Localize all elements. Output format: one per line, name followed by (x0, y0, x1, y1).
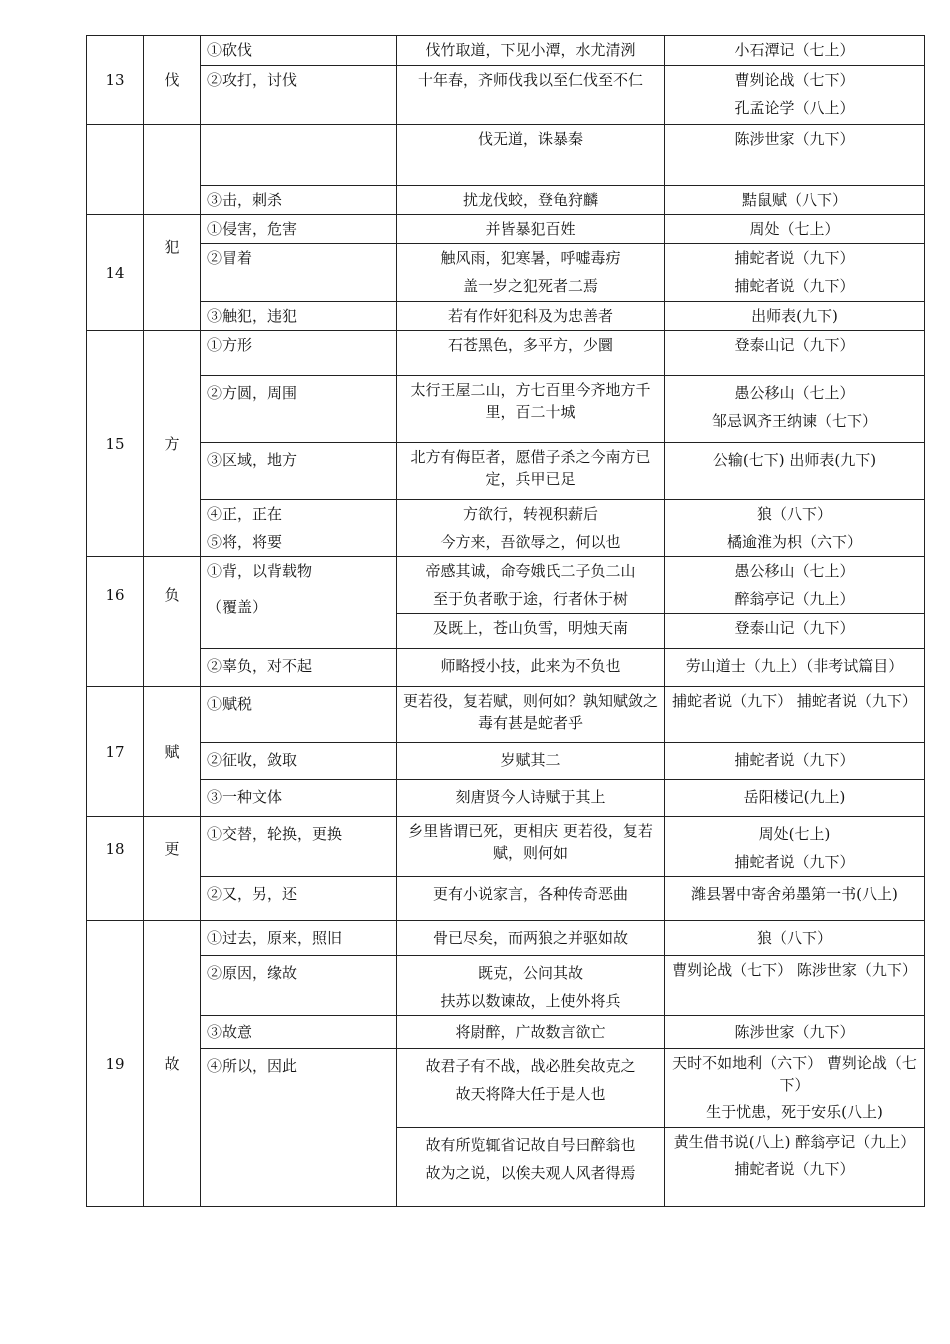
source-text: 捕蛇者说（九下） 捕蛇者说（九下） (672, 692, 917, 710)
meaning-text: ③区域，地方 (207, 451, 298, 469)
meaning-cell (201, 244, 397, 302)
example-text: 将尉醉，广故数言欲亡 (455, 1023, 606, 1041)
meaning-cell (201, 956, 397, 1016)
classical-chinese-vocabulary-table (86, 35, 925, 1207)
source-text: 登泰山记（九下） (734, 336, 855, 354)
row-number: 15 (87, 331, 144, 557)
source-text: 出师表(九下) (751, 307, 838, 325)
source-text: 陈涉世家（九下） (734, 1023, 855, 1041)
table-row (87, 244, 925, 302)
example-cell (397, 956, 665, 1016)
source-text: 天时不如地利（六下） 曹刿论战（七下） (672, 1054, 917, 1094)
meaning-cell (201, 443, 397, 500)
source-cell (665, 331, 925, 376)
table-row (87, 877, 925, 921)
meaning-cell (201, 780, 397, 817)
source-cell (665, 557, 925, 614)
example-cell (397, 302, 665, 331)
source-text: 公输(七下) 出师表(九下) (712, 451, 877, 469)
table-row (87, 743, 925, 780)
example-text: 触风雨，犯寒暑，呼嘘毒疠 (440, 249, 621, 267)
meaning-text: ⑤将，将要 (207, 533, 283, 551)
example-text: 故有所览辄省记故自号曰醉翁也 (425, 1136, 636, 1154)
source-text: 黄生借书说(八上) 醉翁亭记（九上） (673, 1133, 916, 1151)
meaning-text: ③故意 (207, 1023, 253, 1041)
example-cell (397, 215, 665, 244)
meaning-cell (201, 186, 397, 215)
source-text: 醉翁亭记（九上） (734, 590, 855, 608)
source-cell (665, 921, 925, 956)
source-text: 捕蛇者说（九下） (734, 751, 855, 769)
example-cell (397, 557, 665, 614)
table-row (87, 215, 925, 244)
source-text: 潍县署中寄舍弟墨第一书(八上) (691, 885, 898, 903)
table-row (87, 302, 925, 331)
example-cell (397, 743, 665, 780)
source-text: 曹刿论战（七下） (734, 71, 855, 89)
meaning-text: ②冒着 (207, 249, 253, 267)
source-text: 狼（八下） (756, 929, 832, 947)
meaning-cell (201, 817, 397, 877)
table-row (87, 649, 925, 687)
example-text: 十年春，齐师伐我以至仁伐至不仁 (417, 71, 643, 89)
row-character (144, 125, 201, 215)
example-text: 帝感其诚，命夸娥氏二子负二山 (425, 562, 636, 580)
source-cell (665, 1128, 925, 1207)
meaning-cell (201, 302, 397, 331)
table-row (87, 186, 925, 215)
meaning-cell (201, 66, 397, 125)
source-cell (665, 614, 925, 649)
example-text: 更有小说家言，各种传奇恶曲 (432, 885, 628, 903)
meaning-text: ③一种文体 (207, 788, 283, 806)
source-text: 登泰山记（九下） (734, 619, 855, 637)
vocabulary-table-page (86, 35, 924, 1207)
source-text: 周处（七上） (749, 220, 840, 238)
source-cell (665, 1049, 925, 1128)
example-cell (397, 921, 665, 956)
meaning-text: ①侵害，危害 (207, 220, 298, 238)
source-text: 岳阳楼记(九上) (743, 788, 846, 806)
source-cell (665, 302, 925, 331)
meaning-cell (201, 125, 397, 186)
source-text: 捕蛇者说（九下） (734, 1160, 855, 1178)
source-text: 捕蛇者说（九下） (734, 249, 855, 267)
row-number: 17 (87, 687, 144, 817)
table-row (87, 331, 925, 376)
example-cell (397, 66, 665, 125)
meaning-text: ①赋税 (207, 695, 253, 713)
example-cell (397, 614, 665, 649)
example-cell (397, 1049, 665, 1128)
meaning-cell (201, 1049, 397, 1207)
table-row (87, 817, 925, 877)
meaning-cell (201, 36, 397, 66)
source-cell (665, 817, 925, 877)
source-cell (665, 1016, 925, 1049)
meaning-text: ①背，以背载物 (207, 562, 313, 580)
example-text: 北方有侮臣者，愿借子杀之今南方已定，兵甲已足 (410, 448, 651, 488)
source-cell (665, 186, 925, 215)
example-cell (397, 780, 665, 817)
meaning-cell (201, 921, 397, 956)
source-text: 愚公移山（七上） (734, 562, 855, 580)
source-cell (665, 743, 925, 780)
source-cell (665, 36, 925, 66)
meaning-cell (201, 687, 397, 743)
source-cell (665, 125, 925, 186)
example-text: 至于负者歌于途，行者休于树 (432, 590, 628, 608)
example-cell (397, 244, 665, 302)
source-text: 愚公移山（七上） (734, 384, 855, 402)
source-cell (665, 66, 925, 125)
source-text: 橘逾淮为枳（六下） (726, 533, 862, 551)
table-row (87, 376, 925, 443)
meaning-text: ④所以，因此 (207, 1057, 298, 1075)
table-row (87, 36, 925, 66)
example-cell (397, 1128, 665, 1207)
example-text: 方欲行，转视积薪后 (462, 505, 598, 523)
meaning-cell (201, 376, 397, 443)
meaning-cell (201, 215, 397, 244)
table-row (87, 1049, 925, 1128)
example-cell (397, 877, 665, 921)
row-character: 方 (144, 331, 201, 557)
example-text: 石苍黑色，多平方，少圜 (447, 336, 613, 354)
meaning-text: ①交替，轮换，更换 (207, 825, 343, 843)
source-cell (665, 443, 925, 500)
example-cell (397, 331, 665, 376)
example-cell (397, 687, 665, 743)
example-text: 岁赋其二 (500, 751, 561, 769)
example-cell (397, 1016, 665, 1049)
example-text: 故天将降大任于是人也 (455, 1085, 606, 1103)
source-text: 曹刿论战（七下） 陈涉世家（九下） (672, 961, 917, 979)
meaning-text: ①砍伐 (207, 41, 253, 59)
source-text: 周处(七上) (758, 825, 831, 843)
example-text: 伐无道，诛暴秦 (477, 130, 583, 148)
table-row (87, 1016, 925, 1049)
table-row (87, 687, 925, 743)
example-text: 若有作奸犯科及为忠善者 (447, 307, 613, 325)
table-row (87, 956, 925, 1016)
table-row (87, 125, 925, 186)
example-text: 并皆暴犯百姓 (485, 220, 576, 238)
example-text: 刻唐贤今人诗赋于其上 (455, 788, 606, 806)
row-number: 16 (87, 557, 144, 687)
row-number (87, 125, 144, 215)
meaning-cell (201, 557, 397, 649)
source-cell (665, 215, 925, 244)
example-cell (397, 817, 665, 877)
example-cell (397, 443, 665, 500)
table-row (87, 780, 925, 817)
table-row (87, 500, 925, 557)
source-cell (665, 244, 925, 302)
source-cell (665, 956, 925, 1016)
meaning-text: ①过去，原来，照旧 (207, 929, 343, 947)
source-cell (665, 376, 925, 443)
row-character: 伐 (144, 36, 201, 125)
example-text: 更若役，复若赋，则何如？孰知赋敛之毒有甚是蛇者乎 (402, 692, 658, 732)
source-text: 狼（八下） (756, 505, 832, 523)
meaning-text: ②又，另，还 (207, 885, 298, 903)
example-text: 乡里皆谓已死，更相庆 更若役，复若赋，则何如 (408, 822, 653, 862)
meaning-cell (201, 743, 397, 780)
row-character: 犯 (144, 215, 201, 331)
source-cell (665, 649, 925, 687)
example-text: 伐竹取道，下见小潭，水尤清洌 (425, 41, 636, 59)
source-cell (665, 877, 925, 921)
source-cell (665, 780, 925, 817)
meaning-text: ②征收，敛取 (207, 751, 298, 769)
source-text: 捕蛇者说（九下） (734, 853, 855, 871)
source-text: 陈涉世家（九下） (734, 130, 855, 148)
example-text: 今方来，吾欲辱之，何以也 (440, 533, 621, 551)
example-text: 骨已尽矣，而两狼之并驱如故 (432, 929, 628, 947)
example-text: 盖一岁之犯死者二焉 (462, 277, 598, 295)
source-text: 捕蛇者说（九下） (734, 277, 855, 295)
example-text: 及既上，苍山负雪，明烛天南 (432, 619, 628, 637)
meaning-text: ②攻打，讨伐 (207, 71, 298, 89)
example-text: 扰龙伐蛟，登龟狩麟 (462, 191, 598, 209)
row-number: 19 (87, 921, 144, 1207)
meaning-text: ②原因，缘故 (207, 964, 298, 982)
source-text: 劳山道士（九上）（非考试篇目） (685, 657, 904, 675)
source-text: 邹忌讽齐王纳谏（七下） (711, 412, 877, 430)
source-text: 孔孟论学（八上） (734, 99, 855, 117)
source-cell (665, 687, 925, 743)
example-text: 既克，公问其故 (477, 964, 583, 982)
example-cell (397, 186, 665, 215)
meaning-text: ②方圆，周围 (207, 384, 298, 402)
row-number: 18 (87, 817, 144, 921)
meaning-cell (201, 1016, 397, 1049)
row-character: 负 (144, 557, 201, 687)
source-cell (665, 500, 925, 557)
source-text: 生于忧患，死于安乐(八上) (706, 1103, 883, 1121)
table-row (87, 921, 925, 956)
example-cell (397, 36, 665, 66)
meaning-text: ①方形 (207, 336, 253, 354)
example-text: 师略授小技，此来为不负也 (440, 657, 621, 675)
example-text: 扶苏以数谏故，上使外将兵 (440, 992, 621, 1010)
meaning-text: ④正，正在 (207, 505, 283, 523)
source-text: 小石潭记（七上） (734, 41, 855, 59)
table-row (87, 557, 925, 614)
meaning-cell (201, 331, 397, 376)
row-character: 更 (144, 817, 201, 921)
source-text: 黠鼠赋（八下） (741, 191, 847, 209)
meaning-text: （覆盖） (207, 598, 268, 616)
example-text: 故为之说，以俟夫观人风者得焉 (425, 1164, 636, 1182)
meaning-text: ②辜负，对不起 (207, 657, 313, 675)
meaning-text: ③触犯，违犯 (207, 307, 298, 325)
example-cell (397, 500, 665, 557)
table-row (87, 443, 925, 500)
example-cell (397, 125, 665, 186)
example-cell (397, 376, 665, 443)
meaning-cell (201, 500, 397, 557)
row-character: 故 (144, 921, 201, 1207)
table-row (87, 66, 925, 125)
meaning-cell (201, 877, 397, 921)
meaning-text: ③击，刺杀 (207, 191, 283, 209)
example-text: 太行王屋二山，方七百里今齐地方千里，百二十城 (410, 381, 651, 421)
example-cell (397, 649, 665, 687)
row-number: 14 (87, 215, 144, 331)
row-character: 赋 (144, 687, 201, 817)
meaning-cell (201, 649, 397, 687)
row-number: 13 (87, 36, 144, 125)
example-text: 故君子有不战，战必胜矣故克之 (425, 1057, 636, 1075)
